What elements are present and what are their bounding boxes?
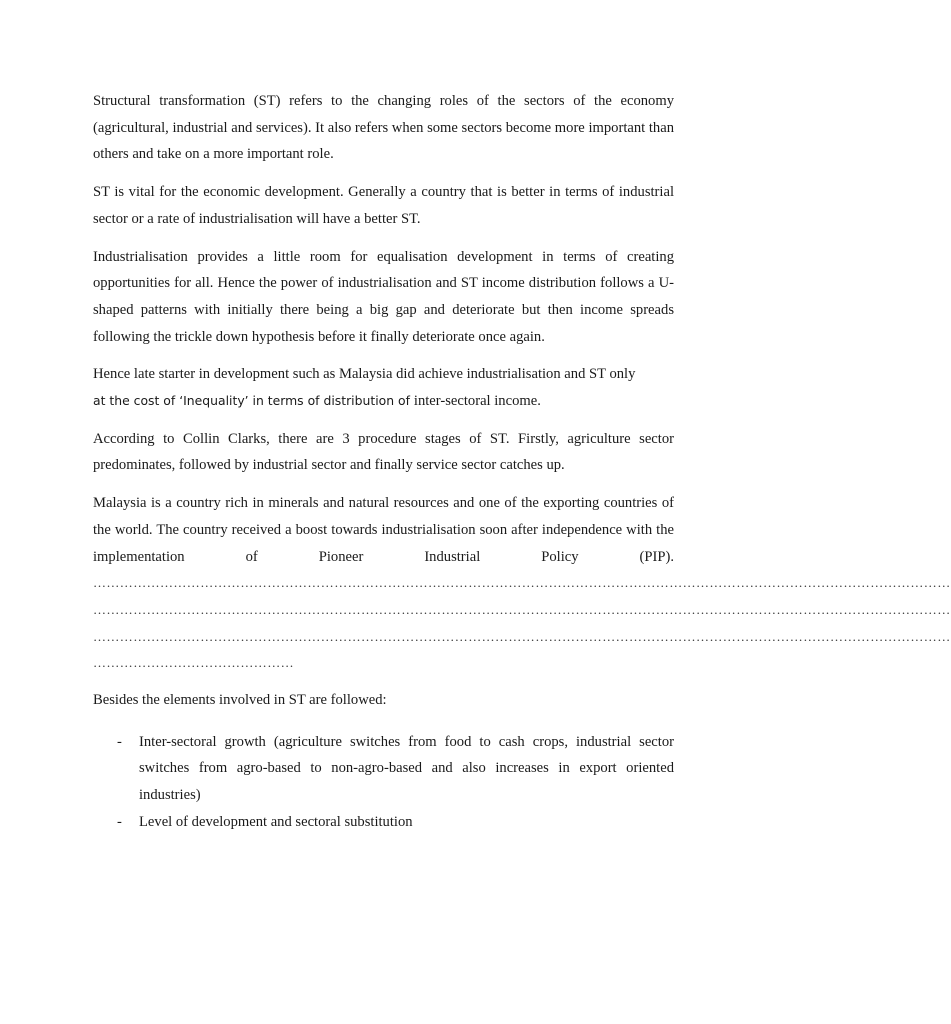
dotted-line: …………………………………………………………………………………………………………………………………………………………………………: [93, 628, 951, 644]
paragraph-industrialisation: Industrialisation provides a little room for equalisation development in terms of creating opportunities for all. Hence the power of industrialisation and ST income distribution follows a U-shaped patterns with initially there being a big gap and deteriorate but then income spreads following the trickle down hypothesis before it finally deteriorate once again.: [93, 248, 674, 345]
paragraph-structural-transformation: Structural transformation (ST) refers to the changing roles of the sectors of the economy (agricultural, industrial and services). It also refers when some sectors become more important than others and take on a more important role.: [93, 93, 674, 163]
elements-list: [93, 729, 674, 836]
dotted-line: ………………………………………: [93, 655, 294, 671]
dotted-line: …………………………………………………………………………………………………………………………………………………………………………: [93, 601, 951, 617]
list-item: [93, 809, 674, 836]
late-starter-line-1: Hence late starter in development such as Malaysia did achieve industrialisation and ST only: [93, 366, 636, 383]
late-starter-line-2-b: inter-sectoral income.: [413, 393, 541, 410]
paragraph-collin-clarks: According to Collin Clarks, there are 3 procedure stages of ST. Firstly, agriculture sector predominates, followed by industrial sector and finally service sector catches up.: [93, 430, 674, 474]
paragraph-st-vital: ST is vital for the economic development. Generally a country that is better in terms of industrial sector or a rate of industrialisation will have a better ST.: [93, 184, 674, 227]
list-item-text: Inter-sectoral growth (agriculture switches from food to cash crops, industrial sector switches from agro-based to non-agro-based and also increases in export oriented industries): [139, 733, 674, 804]
late-starter-line-2-a: at the cost of ‘Inequality’ in terms of distribution of: [93, 393, 414, 409]
list-marker: -: [117, 813, 122, 830]
document-page: [93, 88, 951, 836]
list-intro: Besides the elements involved in ST are followed:: [93, 692, 387, 708]
dotted-line: …………………………………………………………………………………………………………………………………………………………………………: [93, 575, 951, 591]
paragraph-late-starter: [93, 361, 674, 414]
list-item-text: Level of development and sectoral substitution: [139, 813, 413, 830]
list-marker: -: [117, 733, 122, 750]
paragraph-malaysia: Malaysia is a country rich in minerals and natural resources and one of the exporting countries of the world. The country received a boost towards industrialisation soon after independence with the implementation of Pioneer Industrial Policy (PIP).: [93, 495, 674, 565]
list-item: [93, 729, 674, 809]
